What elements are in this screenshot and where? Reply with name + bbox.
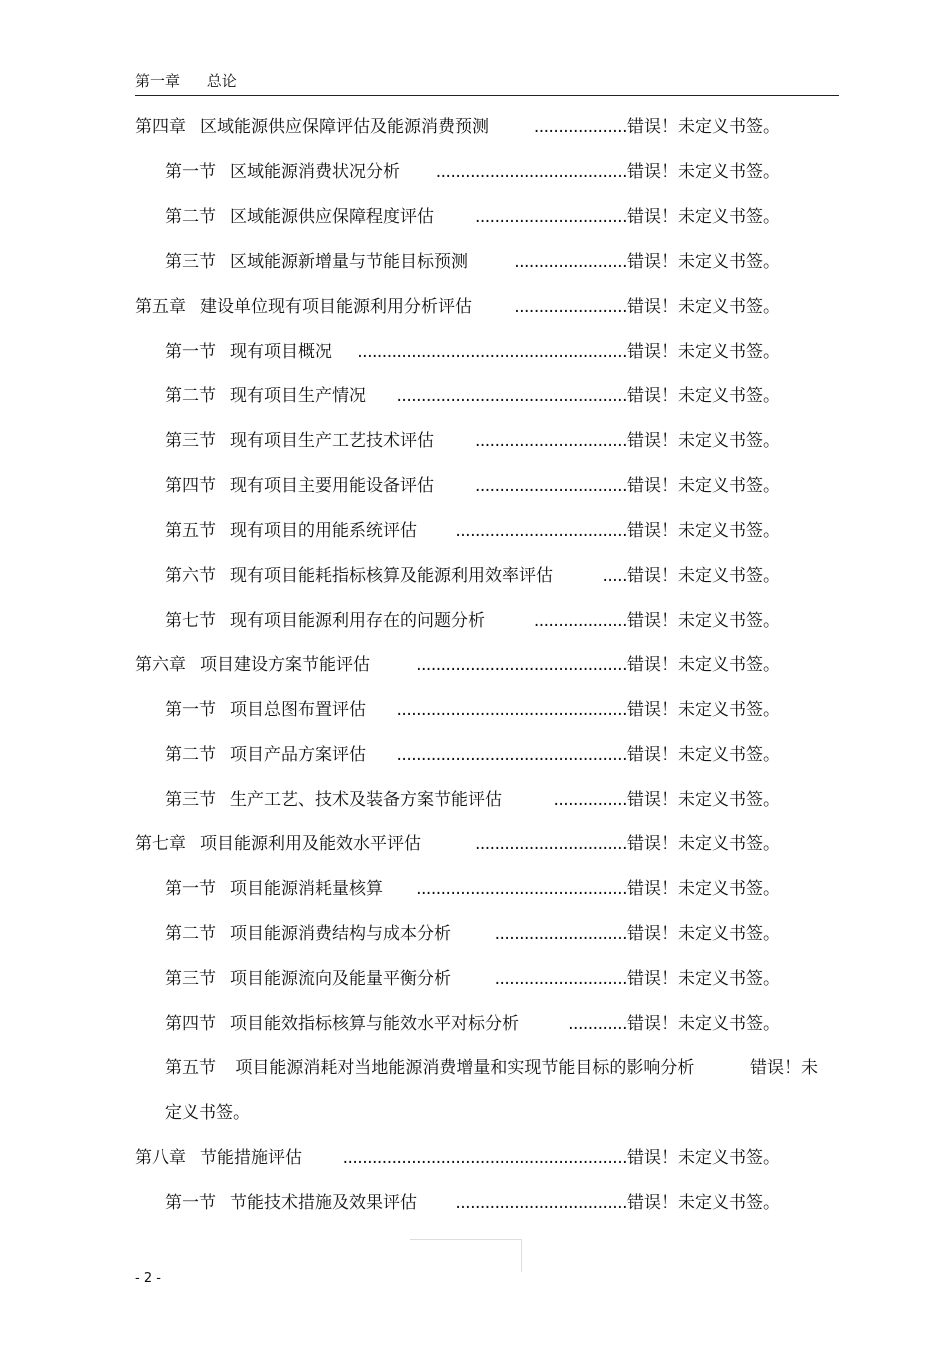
toc-leader-dots: ........................... xyxy=(494,969,627,989)
header-title: 总论 xyxy=(206,72,237,90)
toc-entry[interactable] xyxy=(165,785,780,815)
toc-entry[interactable] xyxy=(165,337,780,367)
toc-entry-title: 现有项目的用能系统评估 xyxy=(230,521,417,541)
toc-entry-status: 错误！未定义书签。 xyxy=(627,252,780,272)
toc-entry-title: 节能措施评估 xyxy=(200,1148,302,1168)
toc-entry-label: 第一节 xyxy=(165,879,216,899)
toc-entry-status: 错误！未定义书签。 xyxy=(627,1193,780,1213)
toc-entry-status: 错误！未定义书签。 xyxy=(627,969,780,989)
toc-entry-label: 第二节 xyxy=(165,924,216,944)
toc-entry-title: 现有项目生产情况 xyxy=(230,386,366,406)
toc-leader-dots: ........................................... xyxy=(416,655,627,675)
toc-entry-status: 错误！未 xyxy=(750,1058,818,1078)
toc-entry[interactable] xyxy=(165,1009,780,1039)
toc-entry-title: 现有项目能源利用存在的问题分析 xyxy=(230,611,485,631)
toc-entry-long[interactable] xyxy=(165,1053,694,1083)
toc-leader-dots: ....................... xyxy=(514,252,627,272)
toc-entry-label: 第三节 xyxy=(165,790,216,810)
toc-entry[interactable] xyxy=(165,919,780,949)
toc-entry-status: 错误！未定义书签。 xyxy=(627,521,780,541)
toc-entry[interactable] xyxy=(165,740,780,770)
toc-entry[interactable] xyxy=(165,247,780,277)
toc-entry-label: 第五章 xyxy=(135,297,186,317)
toc-entry-status: 错误！未定义书签。 xyxy=(627,1014,780,1034)
toc-entry-title: 现有项目概况 xyxy=(230,342,332,362)
toc-leader-dots: ................................... xyxy=(455,521,627,541)
toc-entry-label: 第二节 xyxy=(165,207,216,227)
running-header xyxy=(135,70,237,91)
toc-entry-status: 错误！未定义书签。 xyxy=(627,834,780,854)
toc-entry-label: 第六章 xyxy=(135,655,186,675)
toc-entry-label: 第二节 xyxy=(165,745,216,765)
toc-entry[interactable] xyxy=(135,112,780,142)
toc-entry-label: 第六节 xyxy=(165,566,216,586)
toc-leader-dots: ..... xyxy=(602,566,627,586)
toc-entry-title: 区域能源供应保障程度评估 xyxy=(230,207,434,227)
toc-leader-dots: ............................................... xyxy=(396,700,627,720)
toc-entry-title: 项目产品方案评估 xyxy=(230,745,366,765)
toc-entry-title: 项目能效指标核算与能效水平对标分析 xyxy=(230,1014,519,1034)
toc-leader-dots: ............................... xyxy=(474,476,627,496)
toc-leader-dots: ........................... xyxy=(494,924,627,944)
toc-entry-status: 错误！未定义书签。 xyxy=(627,117,780,137)
toc-entry-label: 第四节 xyxy=(165,476,216,496)
toc-entry-label: 第五节 xyxy=(165,1058,216,1078)
toc-entry-title: 项目能源消费结构与成本分析 xyxy=(230,924,451,944)
toc-entry[interactable] xyxy=(135,650,780,680)
toc-entry-label: 第三节 xyxy=(165,431,216,451)
toc-entry[interactable] xyxy=(135,829,780,859)
toc-entry-status: 定义书签。 xyxy=(165,1103,250,1123)
toc-entry-title: 区域能源新增量与节能目标预测 xyxy=(230,252,468,272)
toc-entry[interactable] xyxy=(165,516,780,546)
toc-entry[interactable] xyxy=(165,381,780,411)
toc-entry-title: 现有项目生产工艺技术评估 xyxy=(230,431,434,451)
toc-leader-dots: ............................... xyxy=(474,431,627,451)
toc-entry-title: 项目建设方案节能评估 xyxy=(200,655,370,675)
toc-entry[interactable] xyxy=(165,157,780,187)
toc-entry-label: 第三节 xyxy=(165,252,216,272)
toc-entry[interactable] xyxy=(135,292,780,322)
toc-entry-status: 错误！未定义书签。 xyxy=(627,431,780,451)
header-rule xyxy=(135,95,839,96)
toc-entry-status: 错误！未定义书签。 xyxy=(627,386,780,406)
toc-entry[interactable] xyxy=(165,426,780,456)
toc-entry-title: 现有项目能耗指标核算及能源利用效率评估 xyxy=(230,566,553,586)
toc-entry-label: 第三节 xyxy=(165,969,216,989)
toc-entry-status: 错误！未定义书签。 xyxy=(627,611,780,631)
toc-entry-status: 错误！未定义书签。 xyxy=(627,879,780,899)
toc-entry-label: 第七章 xyxy=(135,834,186,854)
toc-leader-dots: ........................................... xyxy=(416,879,627,899)
toc-entry-status: 错误！未定义书签。 xyxy=(627,1148,780,1168)
footer-box xyxy=(410,1239,522,1272)
toc-entry[interactable] xyxy=(165,695,780,725)
toc-entry[interactable] xyxy=(165,1188,780,1218)
toc-leader-dots: .......................................................... xyxy=(342,1148,627,1168)
toc-entry[interactable] xyxy=(165,561,780,591)
toc-leader-dots: ............ xyxy=(568,1014,627,1034)
toc-entry-label: 第一节 xyxy=(165,162,216,182)
toc-entry-label: 第一节 xyxy=(165,700,216,720)
toc-entry-status: 错误！未定义书签。 xyxy=(627,700,780,720)
toc-entry-status: 错误！未定义书签。 xyxy=(627,745,780,765)
toc-entry-status: 错误！未定义书签。 xyxy=(627,566,780,586)
toc-entry-status: 错误！未定义书签。 xyxy=(627,476,780,496)
toc-entry-status: 错误！未定义书签。 xyxy=(627,342,780,362)
toc-entry-status: 错误！未定义书签。 xyxy=(627,790,780,810)
toc-entry-status: 错误！未定义书签。 xyxy=(627,655,780,675)
toc-entry-status: 错误！未定义书签。 xyxy=(627,924,780,944)
toc-entry-label: 第四节 xyxy=(165,1014,216,1034)
toc-entry-status: 错误！未定义书签。 xyxy=(627,207,780,227)
toc-entry-title: 区域能源供应保障评估及能源消费预测 xyxy=(200,117,489,137)
toc-entry-title: 项目能源流向及能量平衡分析 xyxy=(230,969,451,989)
toc-entry-status: 错误！未定义书签。 xyxy=(627,297,780,317)
toc-entry-title: 项目能源消耗量核算 xyxy=(230,879,383,899)
toc-entry-label: 第二节 xyxy=(165,386,216,406)
toc-entry-label: 第一节 xyxy=(165,1193,216,1213)
toc-entry-title: 项目能源利用及能效水平评估 xyxy=(200,834,421,854)
toc-entry-title: 区域能源消费状况分析 xyxy=(230,162,400,182)
toc-entry-title: 项目总图布置评估 xyxy=(230,700,366,720)
toc-entry[interactable] xyxy=(165,471,780,501)
toc-leader-dots: ................................... xyxy=(455,1193,627,1213)
toc-leader-dots: ............................... xyxy=(474,207,627,227)
toc-leader-dots: ................... xyxy=(533,611,627,631)
header-chapter: 第一章 xyxy=(135,72,181,90)
toc-leader-dots: ................... xyxy=(533,117,627,137)
toc-leader-dots: ....................... xyxy=(514,297,627,317)
toc-entry-long-status xyxy=(750,1053,818,1083)
toc-leader-dots: ............................................... xyxy=(396,745,627,765)
toc-entry-title: 生产工艺、技术及装备方案节能评估 xyxy=(230,790,502,810)
toc-entry-label: 第五节 xyxy=(165,521,216,541)
toc-entry[interactable] xyxy=(165,964,780,994)
toc-leader-dots: ............................... xyxy=(474,834,627,854)
toc-entry[interactable] xyxy=(165,202,780,232)
toc-entry-label: 第四章 xyxy=(135,117,186,137)
toc-entry-label: 第八章 xyxy=(135,1148,186,1168)
toc-leader-dots: ............... xyxy=(553,790,627,810)
toc-entry-long-status-cont xyxy=(165,1098,250,1128)
toc-entry-label: 第七节 xyxy=(165,611,216,631)
toc-entry-title: 项目能源消耗对当地能源消费增量和实现节能目标的影响分析 xyxy=(235,1058,695,1078)
toc-leader-dots: ....................................... xyxy=(435,162,627,182)
toc-entry-title: 现有项目主要用能设备评估 xyxy=(230,476,434,496)
toc-entry-label: 第一节 xyxy=(165,342,216,362)
toc-entry-title: 节能技术措施及效果评估 xyxy=(230,1193,417,1213)
toc-entry-title: 建设单位现有项目能源利用分析评估 xyxy=(200,297,472,317)
toc-leader-dots: ....................................................... xyxy=(357,342,627,362)
toc-entry[interactable] xyxy=(165,606,780,636)
toc-entry[interactable] xyxy=(165,874,780,904)
toc-leader-dots: ............................................... xyxy=(396,386,627,406)
toc-entry-status: 错误！未定义书签。 xyxy=(627,162,780,182)
page-number: - 2 - xyxy=(135,1271,161,1286)
toc-entry[interactable] xyxy=(135,1143,780,1173)
